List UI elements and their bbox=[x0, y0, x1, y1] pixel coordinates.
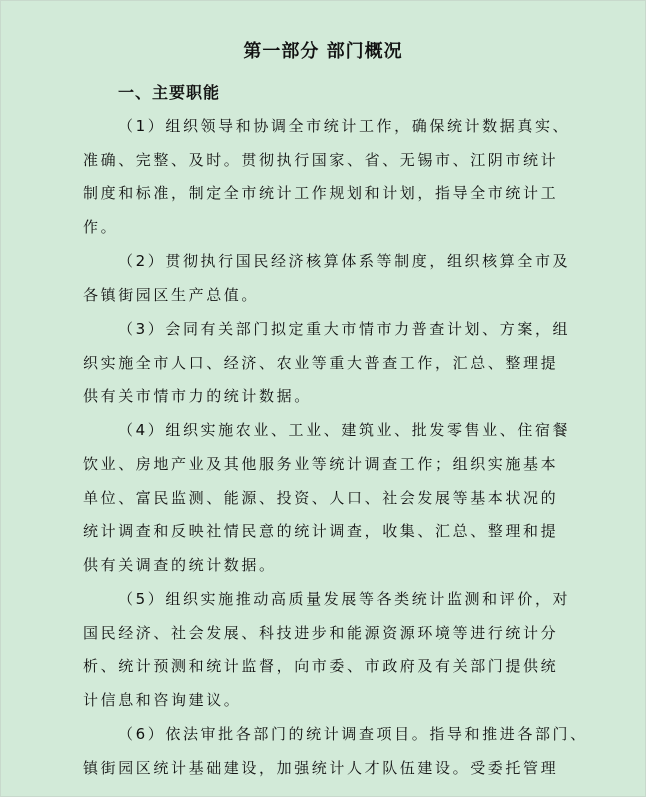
paragraph-6-line-2: 镇街园区统计基础建设，加强统计人才队伍建设。受委托管理 bbox=[83, 759, 559, 777]
paragraph-4-line-2: 饮业、房地产业及其他服务业等统计调查工作；组织实施基本 bbox=[83, 455, 559, 473]
paragraph-5-line-1: （5）组织实施推动高质量发展等各类统计监测和评价，对 bbox=[118, 590, 571, 608]
paragraph-3-line-2: 织实施全市人口、经济、农业等重大普查工作，汇总、整理提 bbox=[83, 354, 559, 372]
paragraph-1-line-3: 制度和标准，制定全市统计工作规划和计划，指导全市统计工 bbox=[83, 184, 559, 202]
paragraph-4-line-4: 统计调查和反映社情民意的统计调查，收集、汇总、整理和提 bbox=[83, 522, 559, 540]
paragraph-6-line-1: （6）依法审批各部门的统计调查项目。指导和推进各部门、 bbox=[118, 725, 588, 743]
paragraph-3-line-1: （3）会同有关部门拟定重大市情市力普查计划、方案，组 bbox=[118, 320, 571, 338]
paragraph-1-line-2: 准确、完整、及时。贯彻执行国家、省、无锡市、江阴市统计 bbox=[83, 151, 559, 169]
paragraph-5-line-3: 析、统计预测和统计监督，向市委、市政府及有关部门提供统 bbox=[83, 657, 559, 675]
paragraph-2-line-2: 各镇街园区生产总值。 bbox=[83, 286, 260, 304]
section-heading: 一、主要职能 bbox=[118, 83, 221, 102]
paragraph-4-line-5: 供有关调查的统计数据。 bbox=[83, 556, 277, 574]
paragraph-4-line-1: （4）组织实施农业、工业、建筑业、批发零售业、住宿餐 bbox=[118, 421, 571, 439]
paragraph-5-line-4: 计信息和咨询建议。 bbox=[83, 691, 242, 709]
page-title: 第一部分 部门概况 bbox=[243, 41, 403, 62]
paragraph-1-line-4: 作。 bbox=[83, 218, 119, 236]
paragraph-3-line-3: 供有关市情市力的统计数据。 bbox=[83, 387, 312, 405]
paragraph-2-line-1: （2）贯彻执行国民经济核算体系等制度，组织核算全市及 bbox=[118, 252, 571, 270]
paragraph-5-line-2: 国民经济、社会发展、科技进步和能源资源环境等进行统计分 bbox=[83, 624, 559, 642]
paragraph-4-line-3: 单位、富民监测、能源、投资、人口、社会发展等基本状况的 bbox=[83, 489, 559, 507]
paragraph-1-line-1: （1）组织领导和协调全市统计工作，确保统计数据真实、 bbox=[118, 117, 571, 135]
